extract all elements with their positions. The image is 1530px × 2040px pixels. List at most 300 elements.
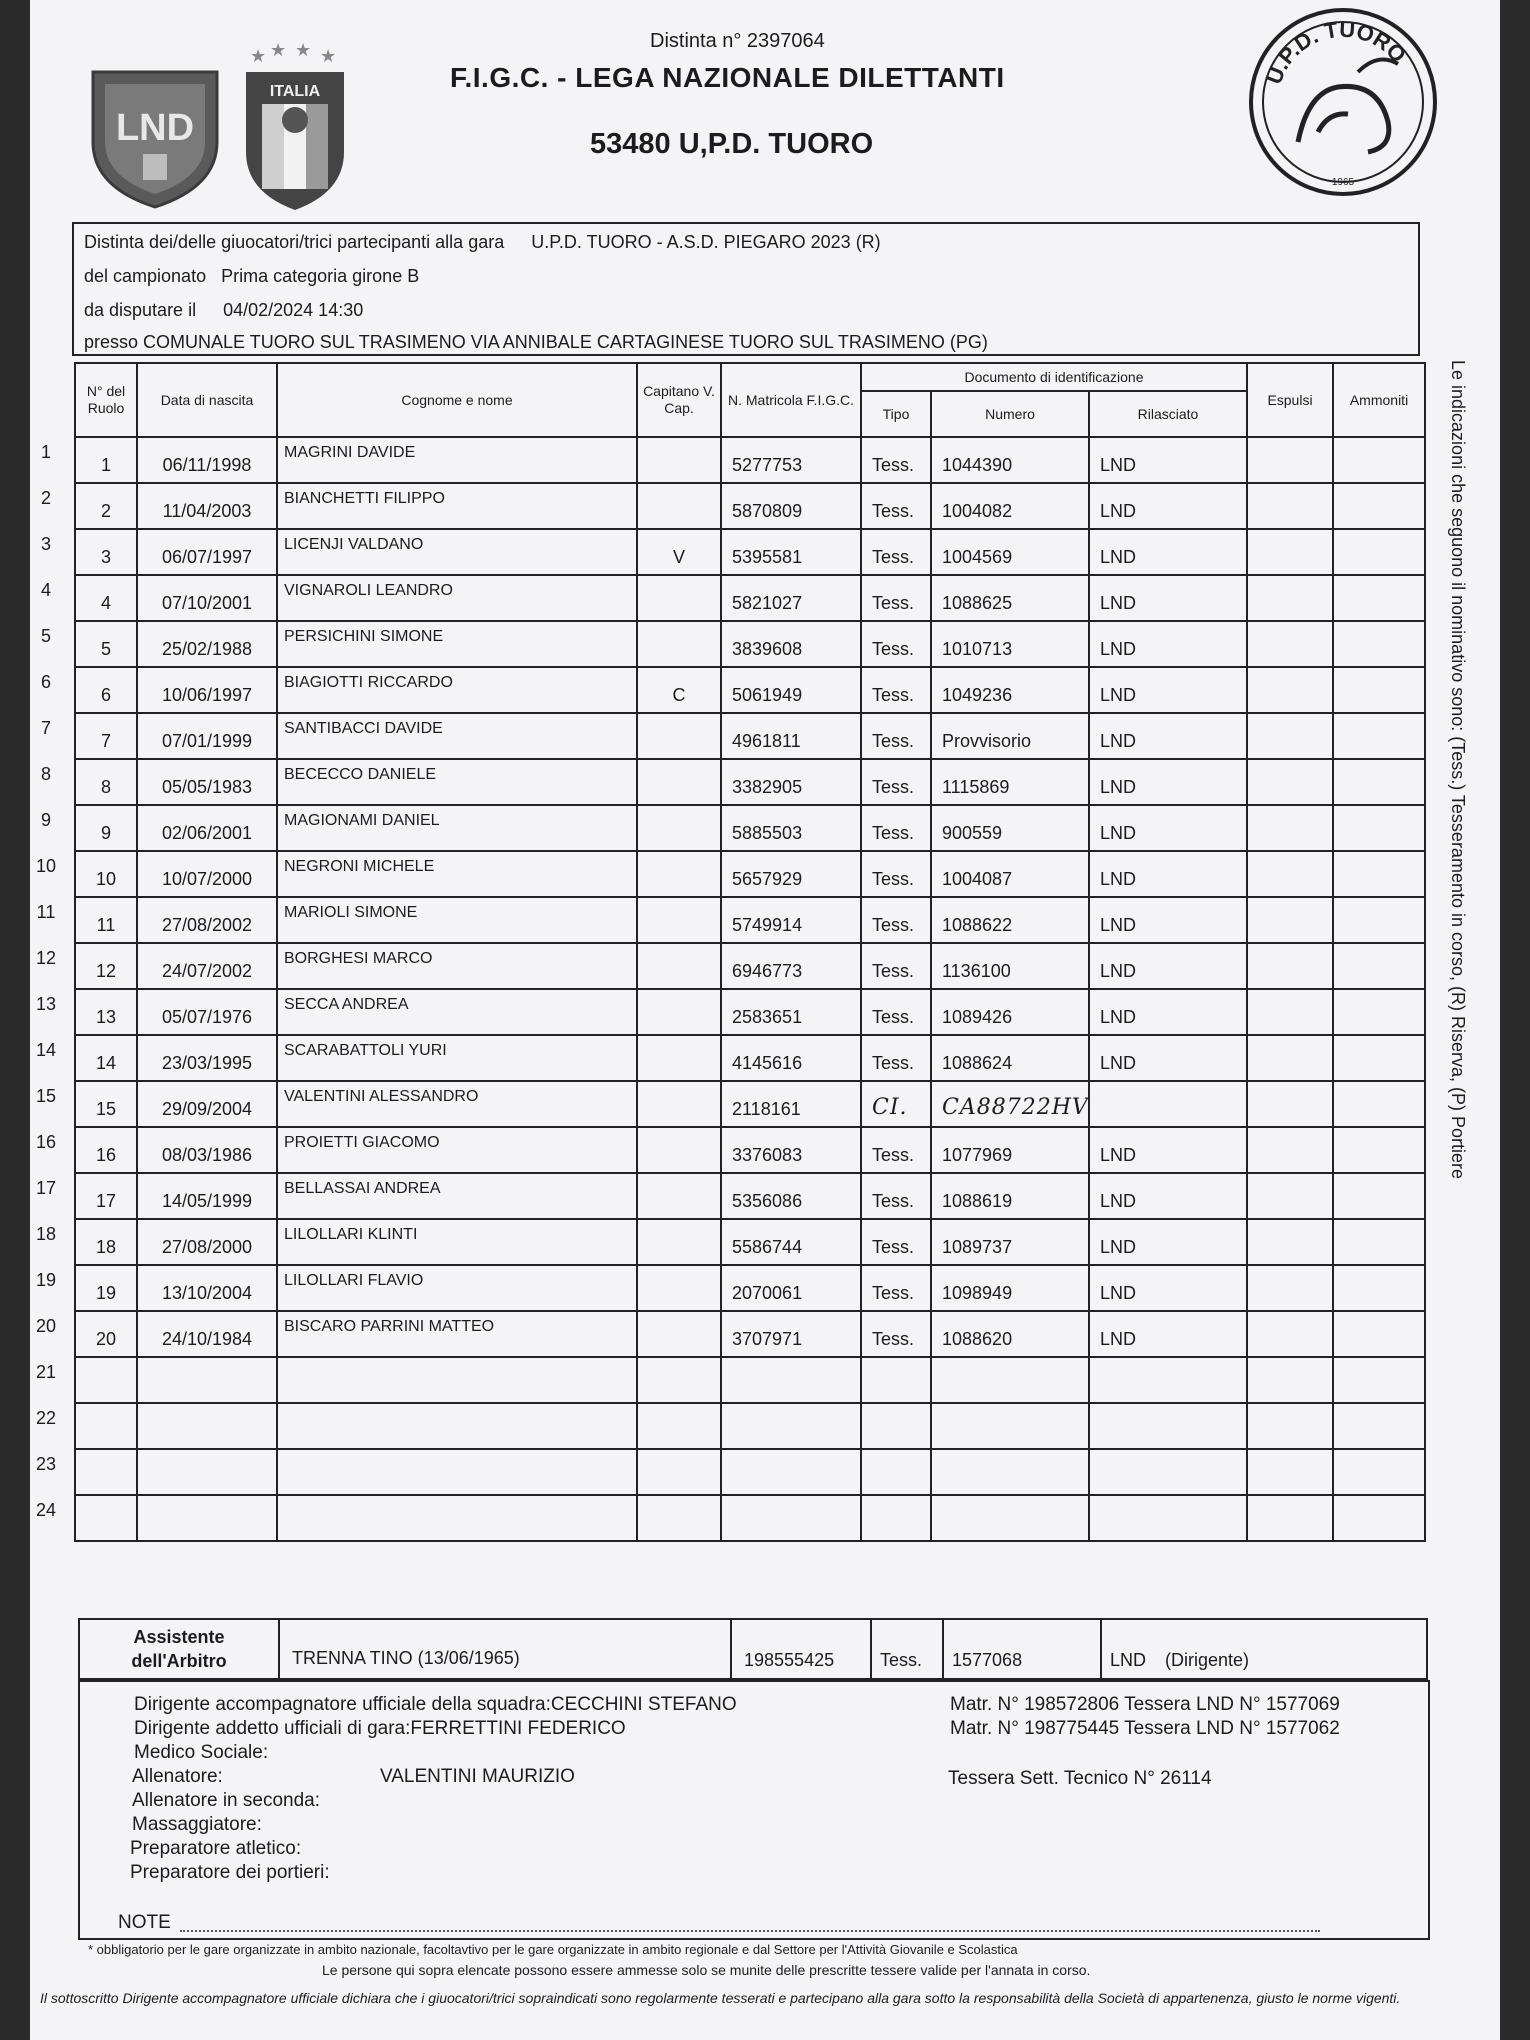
- cell-espulsi: [1247, 1219, 1333, 1265]
- assistente-ril: LND: [1110, 1650, 1147, 1670]
- cell-tipo: Tess.: [861, 575, 931, 621]
- cell-rilasciato: LND: [1089, 667, 1247, 713]
- preparatore-label: Preparatore atletico:: [130, 1838, 302, 1859]
- cell-tipo: Tess.: [861, 667, 931, 713]
- staff-box: [78, 1680, 1430, 1940]
- table-row: [75, 989, 1425, 1035]
- dir-acc-name: CECCHINI STEFANO: [550, 1694, 737, 1715]
- match-line-3: [84, 300, 363, 321]
- cell-nascita: 11/04/2003: [137, 483, 277, 529]
- cell-capitano: [637, 759, 721, 805]
- row-number: 22: [35, 1408, 57, 1428]
- row-number: 24: [35, 1500, 57, 1520]
- cell-numero: [931, 1495, 1089, 1541]
- table-row: [75, 851, 1425, 897]
- cell-rilasciato: [1089, 1495, 1247, 1541]
- cell-ammoniti: [1333, 621, 1425, 667]
- svg-text:U.P.D. TUORO: [1261, 17, 1411, 88]
- cell-rilasciato: [1089, 1081, 1247, 1127]
- cell-ammoniti: [1333, 897, 1425, 943]
- cell-ruolo: 6: [75, 667, 137, 713]
- cell-ruolo: 16: [75, 1127, 137, 1173]
- cell-nome: [277, 1449, 637, 1495]
- allenatore-label: Allenatore:: [132, 1766, 223, 1787]
- cell-numero: Provvisorio: [931, 713, 1089, 759]
- cell-rilasciato: LND: [1089, 805, 1247, 851]
- cell-rilasciato: LND: [1089, 943, 1247, 989]
- row-number: 6: [40, 672, 51, 692]
- assistente-label-2: dell'Arbitro: [131, 1651, 227, 1671]
- match-venue: COMUNALE TUORO SUL TRASIMENO VIA ANNIBALE CARTAGINESE TUORO SUL TRASIMENO (PG): [143, 332, 988, 352]
- cell-tipo: [861, 1495, 931, 1541]
- cell-espulsi: [1247, 529, 1333, 575]
- cell-rilasciato: LND: [1089, 1265, 1247, 1311]
- cell-nome: LICENJI VALDANO: [277, 529, 637, 575]
- col-rilasciato: Rilasciato: [1089, 391, 1247, 437]
- cell-numero: 1088619: [931, 1173, 1089, 1219]
- cell-nome: VIGNAROLI LEANDRO: [277, 575, 637, 621]
- cell-ammoniti: [1333, 1173, 1425, 1219]
- row-number: 4: [40, 580, 51, 600]
- svg-text:★: ★: [320, 46, 337, 66]
- cell-nascita: 06/11/1998: [137, 437, 277, 483]
- cell-espulsi: [1247, 1265, 1333, 1311]
- cell-capitano: [637, 943, 721, 989]
- cell-numero: CA88722HV: [931, 1081, 1089, 1127]
- cell-matricola: 2070061: [721, 1265, 861, 1311]
- table-row: [75, 897, 1425, 943]
- cell-ruolo: 1: [75, 437, 137, 483]
- allenatore-tessera: Tessera Sett. Tecnico N° 26114: [948, 1768, 1212, 1789]
- cell-nascita: 05/05/1983: [137, 759, 277, 805]
- cell-espulsi: [1247, 943, 1333, 989]
- tuoro-logo: [1238, 2, 1448, 202]
- cell-numero: 1077969: [931, 1127, 1089, 1173]
- cell-tipo: CI.: [861, 1081, 931, 1127]
- cell-ammoniti: [1333, 1449, 1425, 1495]
- table-row: [75, 483, 1425, 529]
- cell-ammoniti: [1333, 575, 1425, 621]
- table-row: [75, 575, 1425, 621]
- cell-ammoniti: [1333, 989, 1425, 1035]
- dir-acc-label: Dirigente accompagnatore ufficiale della squadra:: [134, 1694, 551, 1715]
- cell-nascita: 24/10/1984: [137, 1311, 277, 1357]
- cell-matricola: 5586744: [721, 1219, 861, 1265]
- cell-espulsi: [1247, 575, 1333, 621]
- cell-rilasciato: LND: [1089, 575, 1247, 621]
- match-date: 04/02/2024 14:30: [223, 300, 364, 320]
- cell-tipo: Tess.: [861, 437, 931, 483]
- col-tipo: Tipo: [861, 391, 931, 437]
- row-number: 12: [35, 948, 57, 968]
- row-number: 7: [40, 718, 51, 738]
- cell-capitano: [637, 1357, 721, 1403]
- cell-nascita: 27/08/2000: [137, 1219, 277, 1265]
- cell-matricola: 6946773: [721, 943, 861, 989]
- cell-numero: [931, 1403, 1089, 1449]
- table-row: [75, 1081, 1425, 1127]
- cell-capitano: [637, 575, 721, 621]
- distinta-number: Distinta n° 2397064: [650, 30, 825, 52]
- footnote-1-text: obbligatorio per le gare organizzate in ambito nazionale, facoltavtivo per le gare organizzate in ambito regionale e dal Settore per l'Attività Giovanile e Scolastica: [96, 1942, 1018, 1957]
- cell-nascita: 27/08/2002: [137, 897, 277, 943]
- cell-espulsi: [1247, 1127, 1333, 1173]
- lnd-logo: [85, 62, 225, 212]
- match-line-3-label: da disputare il: [84, 300, 197, 320]
- cell-rilasciato: LND: [1089, 989, 1247, 1035]
- cell-rilasciato: [1089, 1449, 1247, 1495]
- cell-nascita: 02/06/2001: [137, 805, 277, 851]
- table-row: [75, 437, 1425, 483]
- cell-tipo: Tess.: [861, 529, 931, 575]
- cell-nome: SANTIBACCI DAVIDE: [277, 713, 637, 759]
- cell-numero: 1088620: [931, 1311, 1089, 1357]
- cell-nome: SCARABATTOLI YURI: [277, 1035, 637, 1081]
- cell-matricola: 3382905: [721, 759, 861, 805]
- cell-nascita: [137, 1495, 277, 1541]
- cell-ruolo: 20: [75, 1311, 137, 1357]
- cell-ruolo: 15: [75, 1081, 137, 1127]
- cell-espulsi: [1247, 1357, 1333, 1403]
- cell-numero: 1004082: [931, 483, 1089, 529]
- cell-nome: SECCA ANDREA: [277, 989, 637, 1035]
- cell-ruolo: 9: [75, 805, 137, 851]
- cell-nome: BISCARO PARRINI MATTEO: [277, 1311, 637, 1357]
- cell-nome: LILOLLARI KLINTI: [277, 1219, 637, 1265]
- cell-matricola: 5821027: [721, 575, 861, 621]
- cell-nascita: 23/03/1995: [137, 1035, 277, 1081]
- dir-add-name: FERRETTINI FEDERICO: [410, 1718, 626, 1739]
- col-espulsi: Espulsi: [1247, 363, 1333, 437]
- cell-espulsi: [1247, 1495, 1333, 1541]
- cell-nome: PERSICHINI SIMONE: [277, 621, 637, 667]
- cell-numero: 1049236: [931, 667, 1089, 713]
- cell-numero: 1088622: [931, 897, 1089, 943]
- cell-capitano: [637, 897, 721, 943]
- row-number: 3: [40, 534, 51, 554]
- allenatore-name: VALENTINI MAURIZIO: [380, 1766, 575, 1787]
- match-line-4-label: presso: [84, 332, 139, 352]
- cell-ruolo: [75, 1449, 137, 1495]
- svg-text:★: ★: [270, 42, 287, 60]
- cell-nascita: [137, 1357, 277, 1403]
- cell-ruolo: 5: [75, 621, 137, 667]
- row-number: 8: [40, 764, 51, 784]
- cell-espulsi: [1247, 1173, 1333, 1219]
- cell-ruolo: 11: [75, 897, 137, 943]
- cell-matricola: 5749914: [721, 897, 861, 943]
- cell-ammoniti: [1333, 805, 1425, 851]
- cell-rilasciato: LND: [1089, 897, 1247, 943]
- cell-tipo: Tess.: [861, 1219, 931, 1265]
- match-line-1: [84, 232, 881, 253]
- cell-tipo: Tess.: [861, 989, 931, 1035]
- cell-nome: MAGRINI DAVIDE: [277, 437, 637, 483]
- cell-tipo: [861, 1357, 931, 1403]
- cell-tipo: Tess.: [861, 805, 931, 851]
- cell-nome: [277, 1403, 637, 1449]
- cell-numero: 1115869: [931, 759, 1089, 805]
- cell-tipo: Tess.: [861, 1173, 931, 1219]
- row-number: 15: [35, 1086, 57, 1106]
- cell-rilasciato: LND: [1089, 1311, 1247, 1357]
- cell-espulsi: [1247, 897, 1333, 943]
- assistente-row: [78, 1618, 1428, 1680]
- table-row: [75, 713, 1425, 759]
- assistente-ruolo: (Dirigente): [1165, 1650, 1250, 1670]
- cell-nascita: 25/02/1988: [137, 621, 277, 667]
- cell-ruolo: [75, 1357, 137, 1403]
- cell-espulsi: [1247, 621, 1333, 667]
- cell-nascita: 29/09/2004: [137, 1081, 277, 1127]
- cell-ruolo: 14: [75, 1035, 137, 1081]
- cell-nome: BECECCO DANIELE: [277, 759, 637, 805]
- medico-label: Medico Sociale:: [134, 1742, 269, 1763]
- cell-capitano: [637, 713, 721, 759]
- table-row: [75, 1265, 1425, 1311]
- dir-add-matr: Matr. N° 198775445 Tessera LND N° 1577062: [950, 1718, 1340, 1739]
- cell-tipo: Tess.: [861, 1311, 931, 1357]
- row-number: 2: [40, 488, 51, 508]
- cell-numero: 1010713: [931, 621, 1089, 667]
- cell-tipo: [861, 1449, 931, 1495]
- match-championship: Prima categoria girone B: [221, 266, 420, 286]
- cell-tipo: Tess.: [861, 851, 931, 897]
- cell-numero: 1098949: [931, 1265, 1089, 1311]
- cell-nome: BELLASSAI ANDREA: [277, 1173, 637, 1219]
- declaration: Il sottoscritto Dirigente accompagnatore ufficiale dichiara che i giuocatori/trici sopraindicati sono regolarmente tesserati e partecipano alla gara sotto la responsabilità della Società di appartenenza, giusto le norme vigenti.: [40, 1990, 1401, 2006]
- cell-capitano: C: [637, 667, 721, 713]
- cell-espulsi: [1247, 759, 1333, 805]
- cell-espulsi: [1247, 851, 1333, 897]
- cell-ruolo: 18: [75, 1219, 137, 1265]
- cell-nome: MAGIONAMI DANIEL: [277, 805, 637, 851]
- cell-espulsi: [1247, 989, 1333, 1035]
- cell-matricola: [721, 1357, 861, 1403]
- cell-rilasciato: LND: [1089, 1035, 1247, 1081]
- cell-nome: MARIOLI SIMONE: [277, 897, 637, 943]
- col-numero: Numero: [931, 391, 1089, 437]
- cell-numero: [931, 1449, 1089, 1495]
- cell-nome: BORGHESI MARCO: [277, 943, 637, 989]
- preparatore-portieri-label: Preparatore dei portieri:: [130, 1862, 330, 1883]
- match-line-2: [84, 266, 419, 287]
- match-teams: U.P.D. TUORO - A.S.D. PIEGARO 2023 (R): [531, 232, 881, 252]
- cell-rilasciato: LND: [1089, 851, 1247, 897]
- col-nome: Cognome e nome: [277, 363, 637, 437]
- document-sheet: [30, 0, 1500, 2040]
- cell-capitano: [637, 437, 721, 483]
- lnd-logo-text: LND: [115, 107, 195, 149]
- svg-text:★: ★: [295, 42, 312, 60]
- row-number: 23: [35, 1454, 57, 1474]
- table-row: [75, 1357, 1425, 1403]
- cell-nome: [277, 1357, 637, 1403]
- cell-matricola: 3376083: [721, 1127, 861, 1173]
- cell-ammoniti: [1333, 483, 1425, 529]
- cell-tipo: Tess.: [861, 759, 931, 805]
- cell-ammoniti: [1333, 1035, 1425, 1081]
- dir-add-row: [134, 1718, 626, 1740]
- row-number: 21: [35, 1362, 57, 1382]
- organization-title: F.I.G.C. - LEGA NAZIONALE DILETTANTI: [450, 62, 1005, 93]
- cell-rilasciato: LND: [1089, 1127, 1247, 1173]
- col-ruolo: N° del Ruolo: [75, 363, 137, 437]
- dir-acc-matr: Matr. N° 198572806 Tessera LND N° 1577069: [950, 1694, 1340, 1715]
- cell-matricola: 4961811: [721, 713, 861, 759]
- row-number: 13: [35, 994, 57, 1014]
- cell-ammoniti: [1333, 1495, 1425, 1541]
- cell-nascita: [137, 1403, 277, 1449]
- cell-matricola: 5356086: [721, 1173, 861, 1219]
- cell-capitano: [637, 621, 721, 667]
- footnote-2: Le persone qui sopra elencate possono essere ammesse solo se munite delle prescritte tessere valide per l'annata in corso.: [322, 1962, 1091, 1978]
- cell-nome: PROIETTI GIACOMO: [277, 1127, 637, 1173]
- cell-capitano: [637, 1311, 721, 1357]
- cell-espulsi: [1247, 1449, 1333, 1495]
- cell-matricola: 2583651: [721, 989, 861, 1035]
- row-number: 1: [40, 442, 51, 462]
- cell-rilasciato: LND: [1089, 759, 1247, 805]
- cell-espulsi: [1247, 713, 1333, 759]
- cell-capitano: [637, 1173, 721, 1219]
- cell-espulsi: [1247, 667, 1333, 713]
- row-number: 19: [35, 1270, 57, 1290]
- cell-ammoniti: [1333, 437, 1425, 483]
- cell-ammoniti: [1333, 713, 1425, 759]
- cell-ammoniti: [1333, 759, 1425, 805]
- cell-ruolo: 17: [75, 1173, 137, 1219]
- cell-rilasciato: [1089, 1403, 1247, 1449]
- cell-numero: 1004569: [931, 529, 1089, 575]
- cell-ruolo: 4: [75, 575, 137, 621]
- cell-capitano: [637, 1081, 721, 1127]
- cell-ammoniti: [1333, 851, 1425, 897]
- cell-nome: BIAGIOTTI RICCARDO: [277, 667, 637, 713]
- cell-matricola: 5061949: [721, 667, 861, 713]
- assistente-label: [80, 1620, 280, 1678]
- cell-tipo: Tess.: [861, 621, 931, 667]
- row-number: 18: [35, 1224, 57, 1244]
- cell-nome: LILOLLARI FLAVIO: [277, 1265, 637, 1311]
- svg-text:★: ★: [250, 46, 267, 66]
- cell-espulsi: [1247, 483, 1333, 529]
- col-ammoniti: Ammoniti: [1333, 363, 1425, 437]
- cell-matricola: 5885503: [721, 805, 861, 851]
- cell-nascita: 13/10/2004: [137, 1265, 277, 1311]
- row-number: 10: [35, 856, 57, 876]
- cell-capitano: [637, 1495, 721, 1541]
- cell-matricola: [721, 1449, 861, 1495]
- cell-ruolo: [75, 1495, 137, 1541]
- cell-espulsi: [1247, 437, 1333, 483]
- cell-ruolo: 3: [75, 529, 137, 575]
- cell-matricola: 5277753: [721, 437, 861, 483]
- assistente-name: TRENNA TINO (13/06/1965): [292, 1648, 520, 1668]
- cell-ammoniti: [1333, 1403, 1425, 1449]
- cell-tipo: Tess.: [861, 483, 931, 529]
- cell-capitano: [637, 1127, 721, 1173]
- cell-matricola: 3707971: [721, 1311, 861, 1357]
- cell-numero: 1004087: [931, 851, 1089, 897]
- table-row: [75, 1173, 1425, 1219]
- cell-ruolo: 12: [75, 943, 137, 989]
- table-row: [75, 1035, 1425, 1081]
- cell-ammoniti: [1333, 1311, 1425, 1357]
- cell-nome: NEGRONI MICHELE: [277, 851, 637, 897]
- assistente-numero: 1577068: [952, 1650, 1023, 1670]
- cell-rilasciato: LND: [1089, 529, 1247, 575]
- col-matricola: N. Matricola F.I.G.C.: [721, 363, 861, 437]
- cell-ammoniti: [1333, 1265, 1425, 1311]
- table-row: [75, 1449, 1425, 1495]
- cell-numero: 1136100: [931, 943, 1089, 989]
- table-row: [75, 529, 1425, 575]
- assistente-label-1: Assistente: [133, 1627, 225, 1647]
- cell-rilasciato: LND: [1089, 483, 1247, 529]
- row-number: 11: [36, 902, 56, 922]
- cell-tipo: Tess.: [861, 1035, 931, 1081]
- cell-nascita: 06/07/1997: [137, 529, 277, 575]
- cell-capitano: [637, 1449, 721, 1495]
- cell-numero: 1089737: [931, 1219, 1089, 1265]
- cell-ruolo: 8: [75, 759, 137, 805]
- cell-espulsi: [1247, 1403, 1333, 1449]
- cell-espulsi: [1247, 1311, 1333, 1357]
- row-number: 17: [35, 1178, 57, 1198]
- cell-capitano: [637, 1035, 721, 1081]
- cell-numero: 1044390: [931, 437, 1089, 483]
- col-nascita: Data di nascita: [137, 363, 277, 437]
- row-number: 16: [35, 1132, 57, 1152]
- cell-espulsi: [1247, 1081, 1333, 1127]
- match-info-box: [72, 222, 1420, 356]
- cell-ammoniti: [1333, 667, 1425, 713]
- cell-matricola: 5657929: [721, 851, 861, 897]
- cell-matricola: [721, 1403, 861, 1449]
- cell-nascita: 05/07/1976: [137, 989, 277, 1035]
- cell-capitano: [637, 483, 721, 529]
- table-row: [75, 759, 1425, 805]
- cell-capitano: V: [637, 529, 721, 575]
- table-row: [75, 1495, 1425, 1541]
- cell-numero: [931, 1357, 1089, 1403]
- cell-nome: BIANCHETTI FILIPPO: [277, 483, 637, 529]
- table-row: [75, 1403, 1425, 1449]
- cell-capitano: [637, 851, 721, 897]
- cell-capitano: [637, 1265, 721, 1311]
- cell-matricola: 2118161: [721, 1081, 861, 1127]
- cell-nascita: 08/03/1986: [137, 1127, 277, 1173]
- cell-ruolo: 7: [75, 713, 137, 759]
- match-line-4: [84, 332, 988, 353]
- col-capitano: Capitano V. Cap.: [637, 363, 721, 437]
- cell-matricola: 3839608: [721, 621, 861, 667]
- cell-numero: 1088625: [931, 575, 1089, 621]
- assistente-rilasciato: [1110, 1650, 1249, 1671]
- massaggiatore-label: Massaggiatore:: [132, 1814, 262, 1835]
- cell-ruolo: 2: [75, 483, 137, 529]
- cell-matricola: [721, 1495, 861, 1541]
- italia-logo-text: ITALIA: [269, 83, 321, 100]
- cell-ammoniti: [1333, 943, 1425, 989]
- cell-espulsi: [1247, 805, 1333, 851]
- table-row: [75, 943, 1425, 989]
- dir-add-label: Dirigente addetto ufficiali di gara:: [134, 1718, 411, 1739]
- cell-rilasciato: LND: [1089, 1173, 1247, 1219]
- cell-matricola: 5870809: [721, 483, 861, 529]
- italia-logo: [240, 42, 350, 212]
